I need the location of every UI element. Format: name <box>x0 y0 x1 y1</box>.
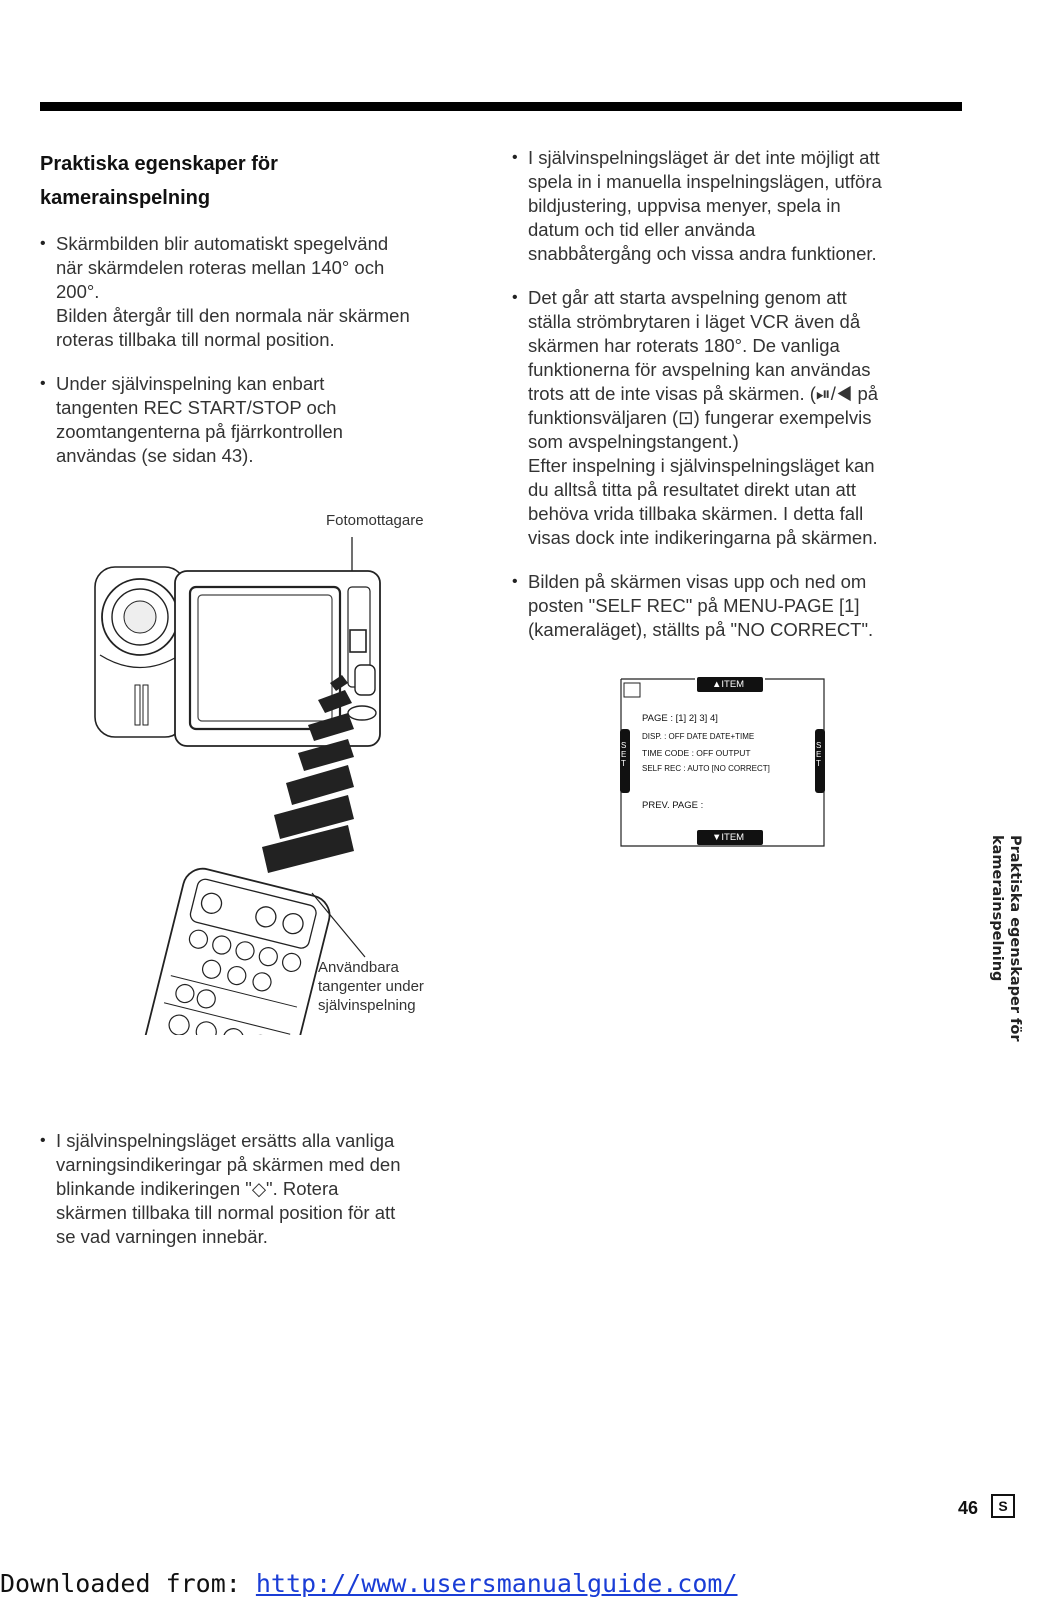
label-line: Användbara <box>318 959 399 976</box>
menu-frame <box>620 677 825 847</box>
text-line: varningsindikeringar på skärmen med den <box>56 1154 401 1175</box>
footer-prefix: Downloaded from: <box>0 1569 256 1598</box>
menu-row-timecode: TIME CODE : OFF OUTPUT <box>642 748 751 758</box>
text-line: Bilden återgår till den normala när skärmen <box>56 305 410 326</box>
bullet-remote-keys <box>40 372 490 468</box>
heading-line-1: Praktiska egenskaper för <box>40 153 278 175</box>
text-line: funktionsväljaren (⊡) fungerar exempelvis <box>528 407 872 428</box>
language-mark: S <box>991 1494 1015 1518</box>
text-line: 200°. <box>56 281 100 302</box>
menu-row-prev-page: PREV. PAGE : <box>642 800 704 811</box>
text-line: du alltså titta på resultatet direkt utan att <box>528 479 857 500</box>
text-line: • I självinspelningsläget är det inte möjligt att <box>528 147 880 168</box>
text-line: blinkande indikeringen "◇". Rotera <box>56 1178 339 1199</box>
section-side-tab <box>968 835 1044 1042</box>
page-number: 46 <box>958 1498 979 1518</box>
set-left-tab: SET <box>621 741 627 768</box>
menu-page-screen <box>620 677 825 847</box>
text-line: zoomtangenterna på fjärrkontrollen <box>56 421 343 442</box>
text-line: ställa strömbrytaren i läget VCR även då <box>528 311 861 332</box>
bullet-mirror-image <box>40 232 490 352</box>
label-photo-sensor: Fotomottagare <box>326 512 424 529</box>
text-line: skärmen tillbaka till normal position för att <box>56 1202 396 1223</box>
section-heading <box>40 147 490 215</box>
text-line: posten "SELF REC" på MENU-PAGE [1] <box>528 595 860 616</box>
text-line: funktionerna för avspelning kan användas <box>528 359 871 380</box>
text-line: bildjustering, uppvisa menyer, spela in <box>528 195 841 216</box>
label-line: tangenter under <box>318 978 424 995</box>
camera-remote-drawing <box>80 525 510 1035</box>
menu-row-selfrec: SELF REC : AUTO [NO CORRECT] <box>642 764 770 773</box>
label-usable-keys <box>318 958 424 1015</box>
bullet-upside-down <box>512 570 962 642</box>
text-line: Efter inspelning i självinspelningsläget kan <box>528 455 875 476</box>
text-line: • Bilden på skärmen visas upp och ned om <box>528 571 867 592</box>
text-line: visas dock inte indikeringarna på skärmen. <box>528 527 878 548</box>
text-line: skärmen har roterats 180°. De vanliga <box>528 335 840 356</box>
top-rule <box>40 102 962 111</box>
bullet-warning-indicator <box>40 1129 490 1249</box>
menu-row-page: PAGE : [1] 2] 3] 4] <box>642 713 718 724</box>
side-tab-line-1: Praktiska egenskaper för <box>1007 835 1023 1042</box>
text-line: roteras tillbaka till normal position. <box>56 329 335 350</box>
camera-remote-illustration <box>80 525 510 1035</box>
left-column <box>40 147 490 488</box>
text-line: tangenten REC START/STOP och <box>56 397 337 418</box>
text-line: när skärmdelen roteras mellan 140° och <box>56 257 385 278</box>
text-line: • Skärmbilden blir automatiskt spegelvänd <box>56 233 389 254</box>
text-line: (kameraläget), ställts på "NO CORRECT". <box>528 619 874 640</box>
bullet-restrictions <box>512 146 962 266</box>
menu-item-down-tab: ▼ITEM <box>712 832 745 843</box>
text-line: • Det går att starta avspelning genom att <box>528 287 847 308</box>
label-line: självinspelning <box>318 997 416 1014</box>
download-footer <box>0 1568 738 1600</box>
text-line: • Under självinspelning kan enbart <box>56 373 325 394</box>
footer-link[interactable]: http://www.usersmanualguide.com/ <box>255 1569 738 1598</box>
text-line: • I självinspelningsläget ersätts alla vanliga <box>56 1130 395 1151</box>
left-column-bottom <box>40 1129 490 1269</box>
text-line: användas (se sidan 43). <box>56 445 254 466</box>
text-line: trots att de inte visas på skärmen. (⏯/◀ på <box>528 383 879 404</box>
right-column <box>512 146 962 662</box>
text-line: snabbåtergång och vissa andra funktioner. <box>528 243 877 264</box>
text-line: se vad varningen innebär. <box>56 1226 268 1247</box>
bullet-playback <box>512 286 962 550</box>
text-line: datum och tid eller använda <box>528 219 756 240</box>
text-line: spela in i manuella inspelningslägen, utföra <box>528 171 882 192</box>
menu-item-up-tab: ▲ITEM <box>712 679 745 690</box>
set-right-tab: SET <box>816 741 822 768</box>
text-line: som avspelningstangent.) <box>528 431 739 452</box>
text-line: behöva vrida tillbaka skärmen. I detta fall <box>528 503 864 524</box>
side-tab-line-2: kamerainspelning <box>989 835 1005 982</box>
menu-row-disp: DISP. : OFF DATE DATE+TIME <box>642 732 755 741</box>
heading-line-2: kamerainspelning <box>40 187 211 209</box>
